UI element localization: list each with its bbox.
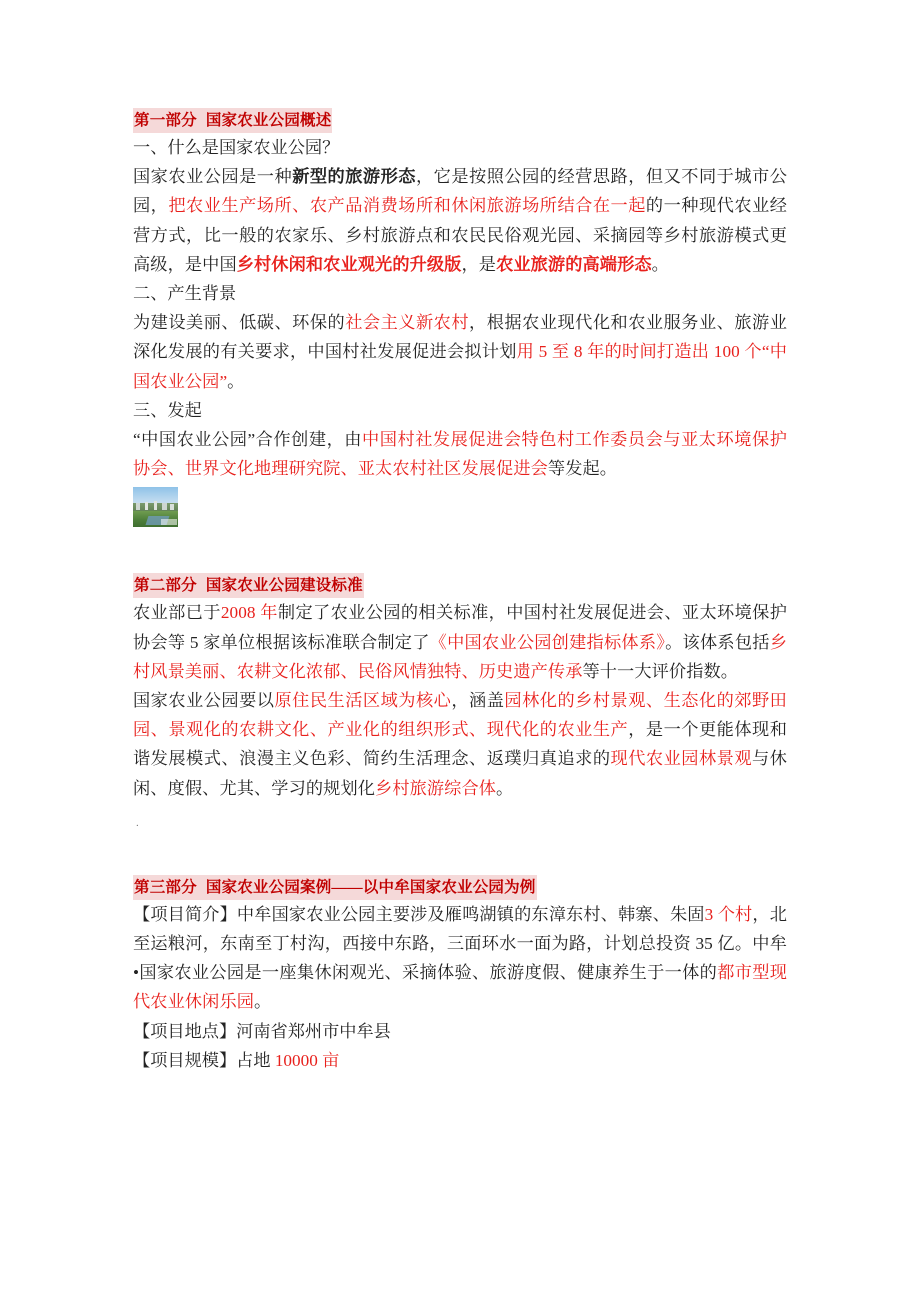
text-run: 国家农业公园要以 (133, 691, 275, 711)
text-run-red: 与 (663, 430, 682, 450)
text-run-red: 乡村风景美丽、农耕文化浓郁、民俗风情独特、历史遗产传承 (133, 632, 787, 681)
text-run: 的一种现代农业经营方式，比一般的农家乐、乡村旅游点和农民民俗观光园、采摘园等乡村旅游模式更高级，是中国 (133, 196, 787, 274)
paragraph-project-scale (133, 1046, 787, 1075)
photo-building (145, 502, 149, 510)
text-run: 与休闲、度假、尤其、学习的规划化 (133, 749, 788, 798)
photo-watermark (161, 519, 176, 525)
text-run: 国家农业公园是一种 (133, 167, 293, 187)
text-run: 为建设美丽、低碳、环保的 (133, 313, 346, 333)
section-heading-part-1 (133, 108, 332, 133)
section-heading-part-2 (133, 573, 364, 598)
text-run: “中国农业公园”合作创建，由 (133, 430, 363, 450)
text-run-bold: 新型的旅游形态 (292, 167, 416, 187)
paragraph-initiation (133, 425, 787, 483)
photo-building (154, 501, 157, 511)
paragraph-project-location (133, 1017, 787, 1046)
text-run-red: 《中国农业公园创建指标体系》 (429, 632, 666, 652)
text-run: ，是一个更能体现和谐发展模式、浪漫主义色彩、简约生活理念、返璞归真追求的 (133, 720, 787, 769)
spacer (133, 803, 787, 817)
text-run: 制定了农业公园的相关标准，中国村社发展促进会、亚太环境保护协会等 5 家单位根据该标准联合制定了 (133, 603, 788, 652)
document-content (133, 108, 787, 1075)
section-spacer (133, 829, 787, 875)
text-run: ，涵盖 (451, 691, 505, 711)
subheading-initiation (133, 396, 787, 425)
section-heading-title: 国家农业公园建设标准 (205, 577, 363, 595)
subheading-background (133, 279, 787, 308)
subheading-text: 三、发起 (133, 400, 202, 420)
subheading-text: 二、产生背景 (133, 284, 237, 304)
text-run: 【项目简介】中牟国家农业公园主要涉及雁鸣湖镇的东漳东村、韩寨、朱固 (133, 904, 705, 924)
text-run-red: 都市型现代农业休闲乐园 (133, 963, 788, 1012)
text-run-red: 中国村社发展促进会特色村工作委员会 (362, 430, 664, 450)
text-run: 。 (651, 254, 669, 274)
text-run-red: 乡村旅游综合体 (375, 778, 497, 798)
text-run-red: 用 5 至 8 年的时间打造出 100 个“中国农业公园” (133, 342, 787, 391)
text-run: 。 (227, 371, 245, 391)
paragraph-project-intro (133, 900, 787, 1017)
section-heading-title: 国家农业公园概述 (205, 112, 332, 129)
text-run: 。该体系包括 (665, 632, 770, 652)
section-heading-number: 第一部分 (134, 112, 197, 129)
subheading-what-is (133, 133, 787, 162)
text-run-red-bold: 乡村休闲和农业观光的升级版 (236, 254, 462, 274)
section-heading-number: 第三部分 (134, 878, 197, 896)
paragraph-definition (133, 162, 787, 279)
section-spacer (133, 527, 787, 573)
text-run-red: 社会主义新农村 (345, 313, 470, 333)
text-run: 等发起。 (547, 459, 618, 479)
text-run-red: 亚太环境保护协会、世界文化地理研究院、亚太农村社区发展促进会 (133, 430, 787, 479)
text-run-red: 现代农业园林景观 (610, 749, 753, 769)
section-heading-part-3 (133, 875, 537, 900)
text-run-red-bold: 农业旅游的高端形态 (496, 254, 652, 274)
landscape-photo (133, 487, 178, 527)
text-run: 【项目规模】占地 (133, 1050, 275, 1070)
text-run: 。 (254, 992, 272, 1012)
text-run: 农业部已于 (133, 603, 221, 623)
text-run-red: 原住民生活区域为核心 (274, 691, 452, 711)
text-run: 等十一大评价指数。 (582, 661, 739, 681)
paragraph-background (133, 308, 787, 396)
text-run: 。 (496, 778, 514, 798)
subheading-text: 一、什么是国家农业公园？ (133, 138, 340, 157)
text-run: ，它是按照公园的经营思路，但又不同于城市公园， (133, 167, 788, 216)
photo-building (136, 503, 141, 509)
text-run-red: 把农业生产场所、农产品消费场所和休闲旅游场所结合在一起 (168, 196, 646, 216)
text-run: 【项目地点】河南省郑州市中牟县 (133, 1021, 391, 1041)
section-heading-title: 国家农业公园案例——以中牟国家农业公园为例 (205, 878, 536, 896)
stray-period-mark: . (136, 816, 139, 829)
text-run-red: 10000 亩 (274, 1050, 340, 1070)
text-run-red: 园林化的乡村景观、生态化的郊野田园、景观化的农耕文化、产业化的组织形式、现代化的农业生产 (133, 691, 787, 740)
paragraph-standards (133, 598, 787, 686)
text-run: ，是 (461, 254, 497, 274)
text-run-red: 2008 年 (220, 603, 278, 623)
paragraph-core (133, 686, 787, 803)
text-run-red: 3 个村 (704, 904, 753, 924)
photo-building (170, 504, 175, 510)
photo-building (162, 503, 167, 510)
text-run: ，北至运粮河，东南至丁村沟，西接中东路，三面环水一面为路，计划总投资 35 亿。中牟•国家农业公园是一座集休闲观光、采摘体验、旅游度假、健康养生于一体的 (133, 904, 787, 983)
section-heading-number: 第二部分 (134, 577, 197, 595)
text-run: ，根据农业现代化和农业服务业、旅游业深化发展的有关要求，中国村社发展促进会拟计划 (133, 313, 787, 362)
